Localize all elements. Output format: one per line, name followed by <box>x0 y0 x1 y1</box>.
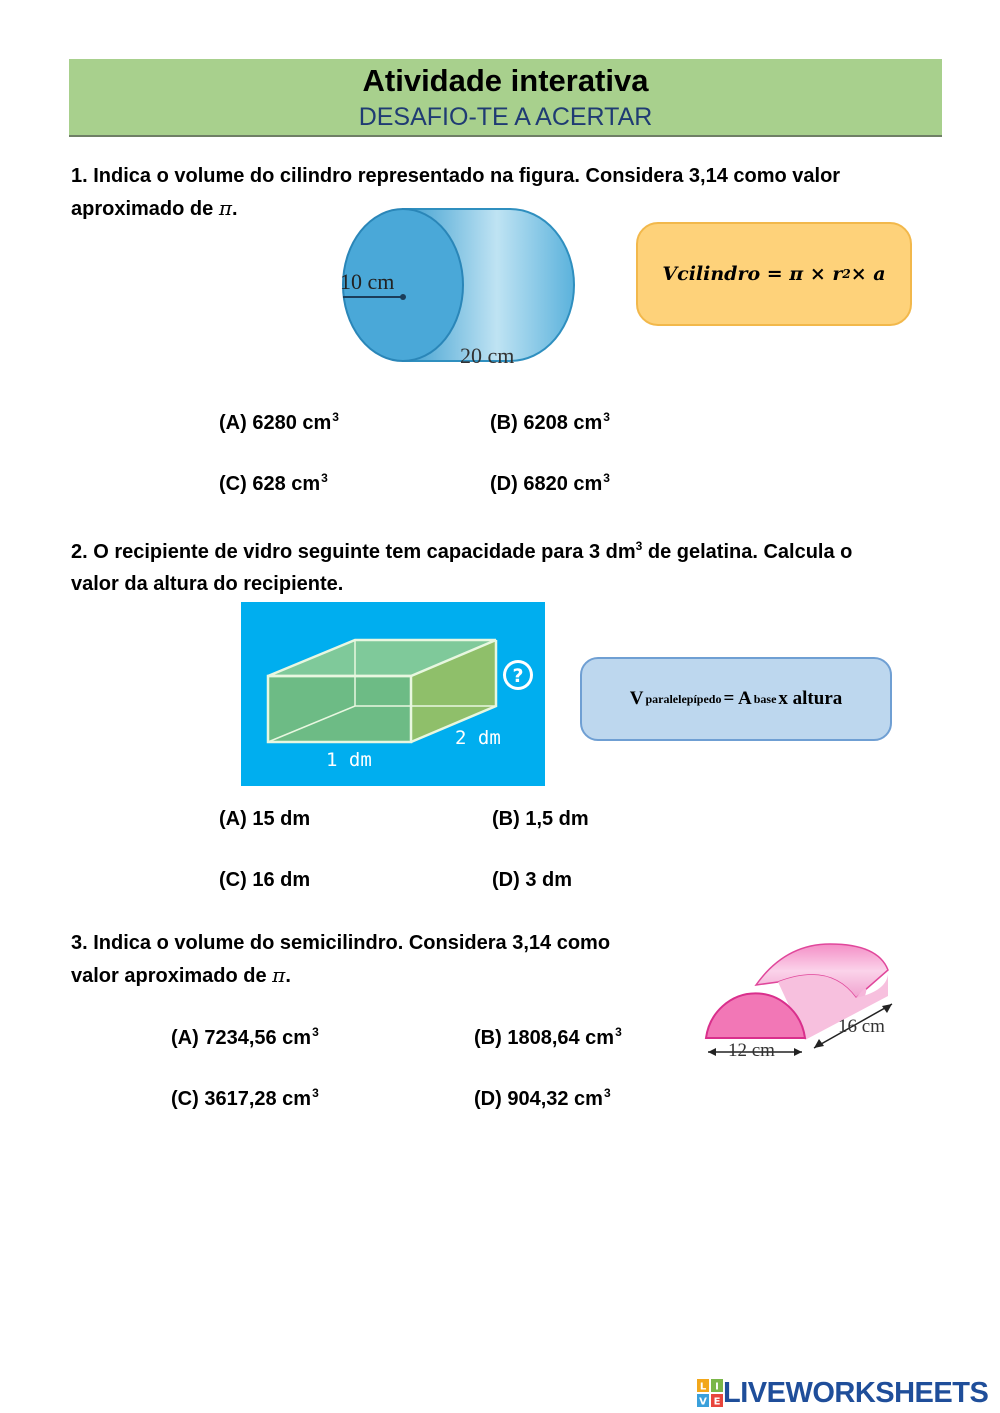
pi-symbol: π <box>272 963 286 987</box>
width-label: 1 dm <box>326 749 372 771</box>
q3-option-b[interactable]: (B) 1808,64 $cm^3$ <box>474 1025 622 1049</box>
radius-label: 10 cm <box>340 269 395 294</box>
header-banner <box>69 59 942 137</box>
q1-option-d[interactable]: (D) 6820 $cm^3$ <box>490 471 610 495</box>
prism-volume-formula: V paralelepípedo = A base x altura <box>580 657 892 741</box>
question-2-text <box>71 530 941 600</box>
question-1-line-2: aproximado de π. <box>71 196 238 220</box>
cylinder-volume-formula: Vcilindro = π × r 2 × a <box>636 222 912 326</box>
box-figure <box>241 602 545 786</box>
center-point <box>400 294 406 300</box>
svg-text:L: L <box>699 1381 707 1393</box>
box-front-face <box>268 676 411 742</box>
liveworksheets-logo <box>697 1376 988 1410</box>
q2-option-d[interactable]: (D) 3 dm <box>492 869 572 891</box>
question-1-line-1: 1. Indica o volume do cilindro representado na figura. Considera 3,14 como valor <box>71 165 841 187</box>
q3-option-c[interactable]: (C) 3617,28 $cm^3$ <box>171 1086 319 1110</box>
page-title: Atividade interativa <box>362 63 649 98</box>
question-3-line-2: valor aproximado de π. <box>71 963 291 987</box>
question-3-text <box>71 927 671 992</box>
page-subtitle: DESAFIO-TE A ACERTAR <box>358 103 653 131</box>
svg-text:E: E <box>713 1396 721 1407</box>
q3-option-a[interactable]: (A) 7234,56 $cm^3$ <box>171 1025 319 1049</box>
svg-text:V: V <box>699 1396 707 1407</box>
cylinder-figure <box>330 205 590 375</box>
svg-text:I: I <box>715 1381 719 1393</box>
question-3-line-1: 3. Indica o volume do semicilindro. Considera 3,14 como <box>71 932 611 954</box>
depth-label: 2 dm <box>455 727 501 749</box>
q1-option-a[interactable]: (A) 6280 $cm^3$ <box>219 410 339 434</box>
q2-option-c[interactable]: (C) 16 dm <box>219 869 311 891</box>
liveworksheets-logo-icon <box>697 1379 723 1407</box>
pi-symbol: π <box>218 196 232 220</box>
question-2-line-2: valor da altura do recipiente. <box>71 573 344 595</box>
q1-option-b[interactable]: (B) 6208 $cm^3$ <box>490 410 610 434</box>
question-mark-icon: ? <box>512 665 524 687</box>
q2-option-b[interactable]: (B) 1,5 dm <box>492 808 589 830</box>
liveworksheets-wordmark: LIVEWORKSHEETS <box>723 1376 989 1409</box>
length-label: 16 cm <box>838 1016 885 1037</box>
length-label: 20 cm <box>460 343 515 368</box>
diameter-label: 12 cm <box>728 1040 775 1061</box>
q2-option-a[interactable]: (A) 15 dm <box>219 808 311 830</box>
q1-option-c[interactable]: (C) 628 $cm^3$ <box>219 471 328 495</box>
question-2-line-1: 2. O recipiente de vidro seguinte tem capacidade para 3 $dm^3$ de gelatina. Calcula o <box>71 539 853 563</box>
semicylinder-figure <box>700 940 900 1065</box>
q3-option-d[interactable]: (D) 904,32 $cm^3$ <box>474 1086 611 1110</box>
